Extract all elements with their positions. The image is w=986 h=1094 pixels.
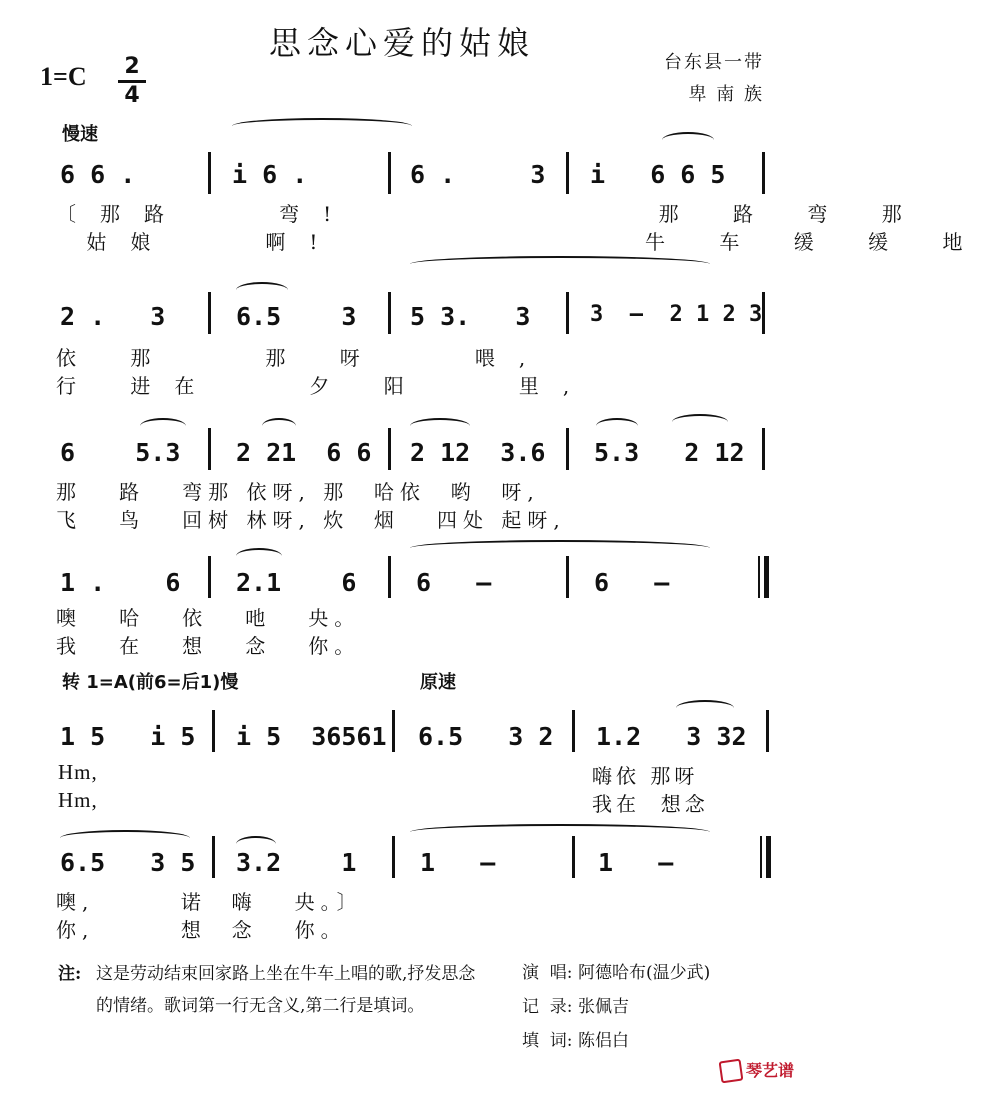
barline [760,836,762,878]
slur [262,418,296,434]
logo-icon [719,1059,744,1084]
lyrics-line-1-hum: Hm, [58,760,98,784]
system-2 [0,280,804,400]
measure-1: 1 5 i 5 [60,722,196,751]
lyrics-line-1: 〔那路 弯! 那 路 弯 那 [56,202,926,226]
time-signature [118,56,146,107]
modulation-marking: 转 1=A(前6=后1)慢 [62,672,239,693]
credit-recorder: 记 录: 张佩吉 [522,997,629,1017]
barline [572,836,575,878]
barline [762,428,765,470]
measure-3: 6 . 3 [410,160,546,189]
slur [60,830,190,846]
barline [388,428,391,470]
measure-4: 1.2 3 32 [596,722,747,751]
note-text: 这是劳动结束回家路上坐在牛车上唱的歌,抒发思念的情绪。歌词第一行无含义,第二行是填词。 [96,964,476,1016]
time-sig-bottom: 4 [124,83,140,108]
measure-3: 2 12 3.6 [410,438,546,467]
slur [676,700,734,716]
lyrics-line-2: 姑娘 啊! 牛 车 缓 缓 地 [56,230,986,254]
barline [762,152,765,194]
final-barline [766,836,771,878]
lyrics-line-1: 依 那 那 呀 喂, [56,346,550,370]
measure-2: 2.1 6 [236,568,357,597]
slur [672,414,728,430]
barline [392,710,395,752]
barline [212,836,215,878]
barline [388,152,391,194]
barline [566,428,569,470]
source-region: 台东县一带 [664,52,764,73]
lyrics-line-2: 我 在 想 念 你。 [56,634,361,658]
measure-3: 6 – [416,568,492,597]
lyrics-line-1: 噢, 诺 嗨 央。〕 [56,890,363,914]
measure-1: 6 6 . [60,160,136,189]
credit-lyricist: 填 词: 陈侣白 [522,1031,629,1051]
barline [392,836,395,878]
repeat-barline [764,556,769,598]
barline [566,556,569,598]
barline [388,292,391,334]
lyrics-line-1: 噢 哈 依 吔 央。 [56,606,361,630]
lyrics-line-2: 你, 想 念 你。 [56,918,347,942]
barline [572,710,575,752]
measure-1: 1 . 6 [60,568,181,597]
measure-4: 1 – [598,848,674,877]
lyrics-line-1: 那 路 弯那 依呀, 那 哈依 哟 呀, [56,480,540,504]
measure-4: 3 – 2 1 2 3 [590,302,763,327]
measure-2: i 5 36561 [236,722,387,751]
slur [236,282,288,298]
measure-3: 6.5 3 2 [418,722,554,751]
measure-3: 5 3. 3 [410,302,531,331]
measure-4: 6 – [594,568,670,597]
slur [236,548,282,564]
barline [212,710,215,752]
tempo-marking: 慢速 [62,124,98,145]
lyrics-line-2-hum: Hm, [58,788,98,812]
barline [388,556,391,598]
barline [566,292,569,334]
time-sig-top: 2 [124,54,140,79]
system-5 [0,696,804,816]
measure-2: 2 21 6 6 [236,438,372,467]
page-title: 思念心爱的姑娘 [268,24,535,62]
measure-3: 1 – [420,848,496,877]
measure-1: 2 . 3 [60,302,166,331]
system-6 [0,830,804,940]
slur [410,418,470,434]
barline [208,428,211,470]
slur [596,418,638,434]
lyrics-line-2: 行 进在 夕 阳 里, [56,374,594,398]
barline [762,292,765,334]
slur [410,540,710,556]
source-ethnic: 卑 南 族 [688,84,764,105]
barline [566,152,569,194]
system-4 [0,550,804,660]
lyrics-line-2: 飞 鸟 回树 林呀, 炊 烟 四处 起呀, [56,508,566,532]
measure-2: 3.2 1 [236,848,357,877]
slur [410,256,710,272]
key-signature: 1=C [40,62,87,91]
measure-1: 6.5 3 5 [60,848,196,877]
site-logo [720,1058,794,1083]
barline [208,556,211,598]
lyrics-line-1: 嗨依 那呀 [592,764,699,788]
measure-4: i 6 6 5 [590,160,726,189]
measure-2: 6.5 3 [236,302,357,331]
system-3 [0,420,804,540]
slur [140,418,186,434]
measure-1: 6 5.3 [60,438,181,467]
lyrics-line-2: 我在 想念 [592,792,709,816]
measure-2: i 6 . [232,160,308,189]
credit-singer: 演 唱: 阿德哈布(温少武) [522,963,711,983]
slur [232,118,412,134]
logo-text: 琴艺谱 [745,1060,794,1080]
note-label: 注: [58,964,82,984]
slur [662,132,714,148]
tempo-marking: 原速 [420,672,456,693]
barline [208,292,211,334]
measure-4: 5.3 2 12 [594,438,745,467]
system-1 [0,140,986,260]
barline [766,710,769,752]
slur [410,824,710,840]
barline [208,152,211,194]
barline [758,556,760,598]
